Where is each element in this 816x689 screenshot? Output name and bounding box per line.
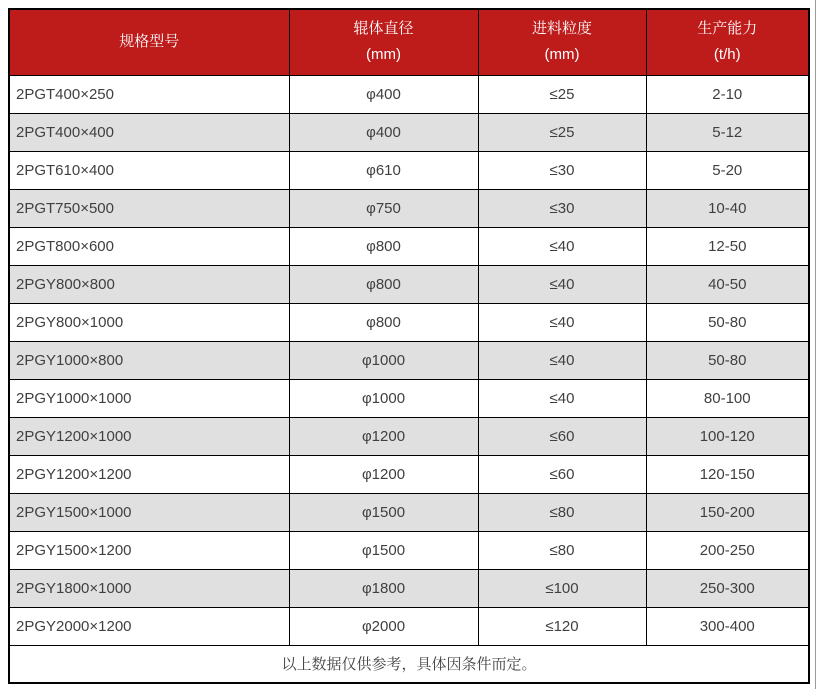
table-row — [9, 455, 809, 493]
table-cell: 5-20 — [646, 151, 809, 189]
table-cell: 2PGY1500×1200 — [9, 531, 289, 569]
table-cell: φ610 — [289, 151, 478, 189]
table-cell: 2PGY800×800 — [9, 265, 289, 303]
table-cell: 100-120 — [646, 417, 809, 455]
table-cell: 2PGY800×1000 — [9, 303, 289, 341]
table-cell: ≤100 — [478, 569, 646, 607]
header-label: 生产能力 — [697, 20, 758, 38]
header-unit: (mm) — [544, 46, 580, 64]
table-row — [9, 493, 809, 531]
table-cell: φ1200 — [289, 455, 478, 493]
table-cell: φ800 — [289, 265, 478, 303]
table-cell: ≤40 — [478, 341, 646, 379]
table-cell: 250-300 — [646, 569, 809, 607]
table-cell: 2PGT400×250 — [9, 75, 289, 113]
header-label: 进料粒度 — [531, 20, 592, 38]
table-cell: 50-80 — [646, 341, 809, 379]
table-cell: φ1500 — [289, 531, 478, 569]
table-cell: 2PGT800×600 — [9, 227, 289, 265]
table-body — [9, 75, 809, 645]
header-cell-feed-size — [478, 9, 646, 75]
table-header-row — [9, 9, 809, 75]
table-cell: 2-10 — [646, 75, 809, 113]
table-cell: ≤80 — [478, 531, 646, 569]
table-cell: 2PGT400×400 — [9, 113, 289, 151]
table-cell: ≤25 — [478, 113, 646, 151]
table-cell: 2PGY1200×1000 — [9, 417, 289, 455]
header-label: 规格型号 — [119, 33, 180, 51]
table-cell: φ750 — [289, 189, 478, 227]
table-cell: ≤40 — [478, 379, 646, 417]
table-cell: 40-50 — [646, 265, 809, 303]
table-cell: ≤60 — [478, 417, 646, 455]
table-row — [9, 151, 809, 189]
table-cell: ≤80 — [478, 493, 646, 531]
table-cell: 2PGT610×400 — [9, 151, 289, 189]
table-row — [9, 75, 809, 113]
table-cell: 150-200 — [646, 493, 809, 531]
table-cell: ≤25 — [478, 75, 646, 113]
table-cell: φ1800 — [289, 569, 478, 607]
table-cell: 2PGY1000×1000 — [9, 379, 289, 417]
footer-note: 以上数据仅供参考，具体因条件而定。 — [9, 645, 809, 683]
table-cell: ≤40 — [478, 265, 646, 303]
table-cell: 50-80 — [646, 303, 809, 341]
table-cell: 2PGY1200×1200 — [9, 455, 289, 493]
table-cell: φ400 — [289, 75, 478, 113]
table-row — [9, 189, 809, 227]
header-cell-roller-diameter — [289, 9, 478, 75]
table-cell: 12-50 — [646, 227, 809, 265]
table-row — [9, 379, 809, 417]
table-cell: 5-12 — [646, 113, 809, 151]
table-footer — [9, 645, 809, 683]
table-row — [9, 113, 809, 151]
table-cell: 2PGY1000×800 — [9, 341, 289, 379]
header-cell-capacity — [646, 9, 809, 75]
table-cell: φ1200 — [289, 417, 478, 455]
footer-row — [9, 645, 809, 683]
table-cell: 2PGY1800×1000 — [9, 569, 289, 607]
spec-table — [8, 8, 810, 684]
table-cell: 80-100 — [646, 379, 809, 417]
table-header — [9, 9, 809, 75]
table-cell: φ2000 — [289, 607, 478, 645]
table-cell: ≤60 — [478, 455, 646, 493]
table-cell: φ800 — [289, 303, 478, 341]
table-cell: φ400 — [289, 113, 478, 151]
table-row — [9, 303, 809, 341]
header-cell-model — [9, 9, 289, 75]
table-cell: φ800 — [289, 227, 478, 265]
table-row — [9, 341, 809, 379]
table-row — [9, 227, 809, 265]
table-cell: ≤40 — [478, 303, 646, 341]
table-cell: ≤40 — [478, 227, 646, 265]
table-cell: ≤120 — [478, 607, 646, 645]
table-cell: 2PGT750×500 — [9, 189, 289, 227]
table-cell: φ1000 — [289, 379, 478, 417]
table-cell: 120-150 — [646, 455, 809, 493]
header-unit: (t/h) — [713, 46, 741, 64]
table-row — [9, 417, 809, 455]
table-cell: 10-40 — [646, 189, 809, 227]
table-row — [9, 265, 809, 303]
table-cell: φ1500 — [289, 493, 478, 531]
table-row — [9, 531, 809, 569]
table-cell: 300-400 — [646, 607, 809, 645]
table-row — [9, 569, 809, 607]
header-unit: (mm) — [366, 46, 401, 64]
table-cell: 2PGY2000×1200 — [9, 607, 289, 645]
table-cell: 200-250 — [646, 531, 809, 569]
table-cell: ≤30 — [478, 151, 646, 189]
table-row — [9, 607, 809, 645]
header-label: 辊体直径 — [353, 20, 414, 38]
table-cell: ≤30 — [478, 189, 646, 227]
table-cell: 2PGY1500×1000 — [9, 493, 289, 531]
table-cell: φ1000 — [289, 341, 478, 379]
